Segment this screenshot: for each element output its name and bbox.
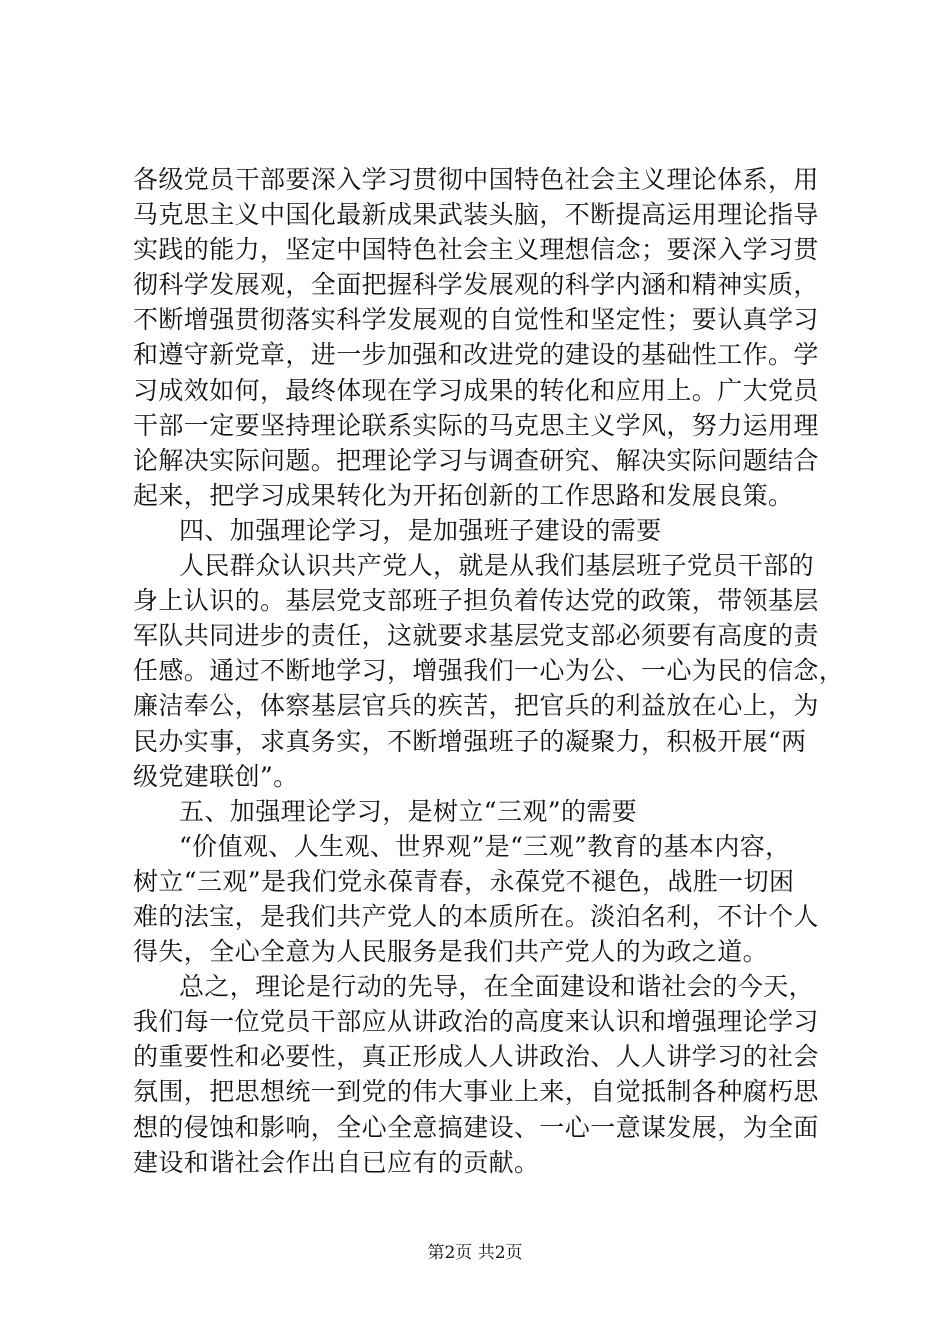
text-line: 得失，全心全意为人民服务是我们共产党人的为政之道。	[133, 937, 769, 967]
text-line: 树立“三观”是我们党永葆青春，永葆党不褪色，战胜一切困	[133, 866, 795, 896]
text-line: 氛围，把思想统一到党的伟大事业上来，自觉抵制各种腐朽思	[133, 1077, 819, 1107]
text-line: 民办实事，求真务实，不断增强班子的凝聚力，积极开展“两	[133, 726, 807, 756]
heading-text: 四、加强理论学习，是加强班子建设的需要	[179, 515, 662, 545]
text-line: 任感。通过不断地学习，增强我们一心为公、一心为民的信念，	[133, 656, 845, 686]
text-line: 廉洁奉公，体察基层官兵的疾苦，把官兵的利益放在心上，为	[133, 691, 819, 721]
paragraph-theory-study	[133, 162, 833, 513]
text-line: 军队共同进步的责任，这就要求基层党支部必须要有高度的责	[133, 621, 819, 651]
text-line: 的重要性和必要性，真正形成人人讲政治、人人讲学习的社会	[133, 1042, 819, 1072]
text-line: 起来，把学习成果转化为开拓创新的工作思路和发展良策。	[133, 480, 794, 510]
text-line: 干部一定要坚持理论联系实际的马克思主义学风，努力运用理	[133, 410, 819, 440]
section-heading-five	[133, 794, 833, 829]
document-body	[133, 162, 845, 1180]
text-line: 实践的能力，坚定中国特色社会主义理想信念；要深入学习贯	[133, 235, 819, 265]
text-line: “价值观、人生观、世界观”是“三观”教育的基本内容，	[179, 831, 791, 861]
text-line: 难的法宝，是我们共产党人的本质所在。淡泊名利，不计个人	[133, 901, 819, 931]
paragraph-three-views	[133, 829, 833, 969]
paragraph-team-building	[133, 548, 845, 794]
page-number-footer: 第2页 共2页	[427, 1243, 523, 1263]
text-line: 彻科学发展观，全面把握科学发展观的科学内涵和精神实质，	[133, 270, 819, 300]
text-line: 习成效如何，最终体现在学习成果的转化和应用上。广大党员	[133, 375, 819, 405]
text-line: 和遵守新党章，进一步加强和改进党的建设的基础性工作。学	[133, 340, 819, 370]
text-line: 我们每一位党员干部应从讲政治的高度来认识和增强理论学习	[133, 1007, 819, 1037]
text-line: 建设和谐社会作出自已应有的贡献。	[133, 1147, 540, 1177]
section-heading-four	[133, 513, 833, 548]
text-line: 不断增强贯彻落实科学发展观的自觉性和坚定性；要认真学习	[133, 305, 819, 335]
text-line: 身上认识的。基层党支部班子担负着传达党的政策，带领基层	[133, 586, 819, 616]
text-line: 各级党员干部要深入学习贯彻中国特色社会主义理论体系，用	[133, 165, 819, 194]
text-line: 想的侵蚀和影响，全心全意搞建设、一心一意谋发展，为全面	[133, 1112, 819, 1142]
text-line: 马克思主义中国化最新成果武装头脑，不断提高运用理论指导	[133, 200, 819, 230]
text-line: 论解决实际问题。把理论学习与调查研究、解决实际问题结合	[133, 445, 819, 475]
text-line: 人民群众认识共产党人，就是从我们基层班子党员干部的	[179, 551, 815, 581]
heading-text: 五、加强理论学习，是树立“三观”的需要	[179, 796, 638, 826]
text-line: 总之，理论是行动的先导，在全面建设和谐社会的今天，	[179, 972, 815, 1002]
paragraph-conclusion	[133, 969, 833, 1180]
text-line: 级党建联创”。	[133, 761, 299, 791]
